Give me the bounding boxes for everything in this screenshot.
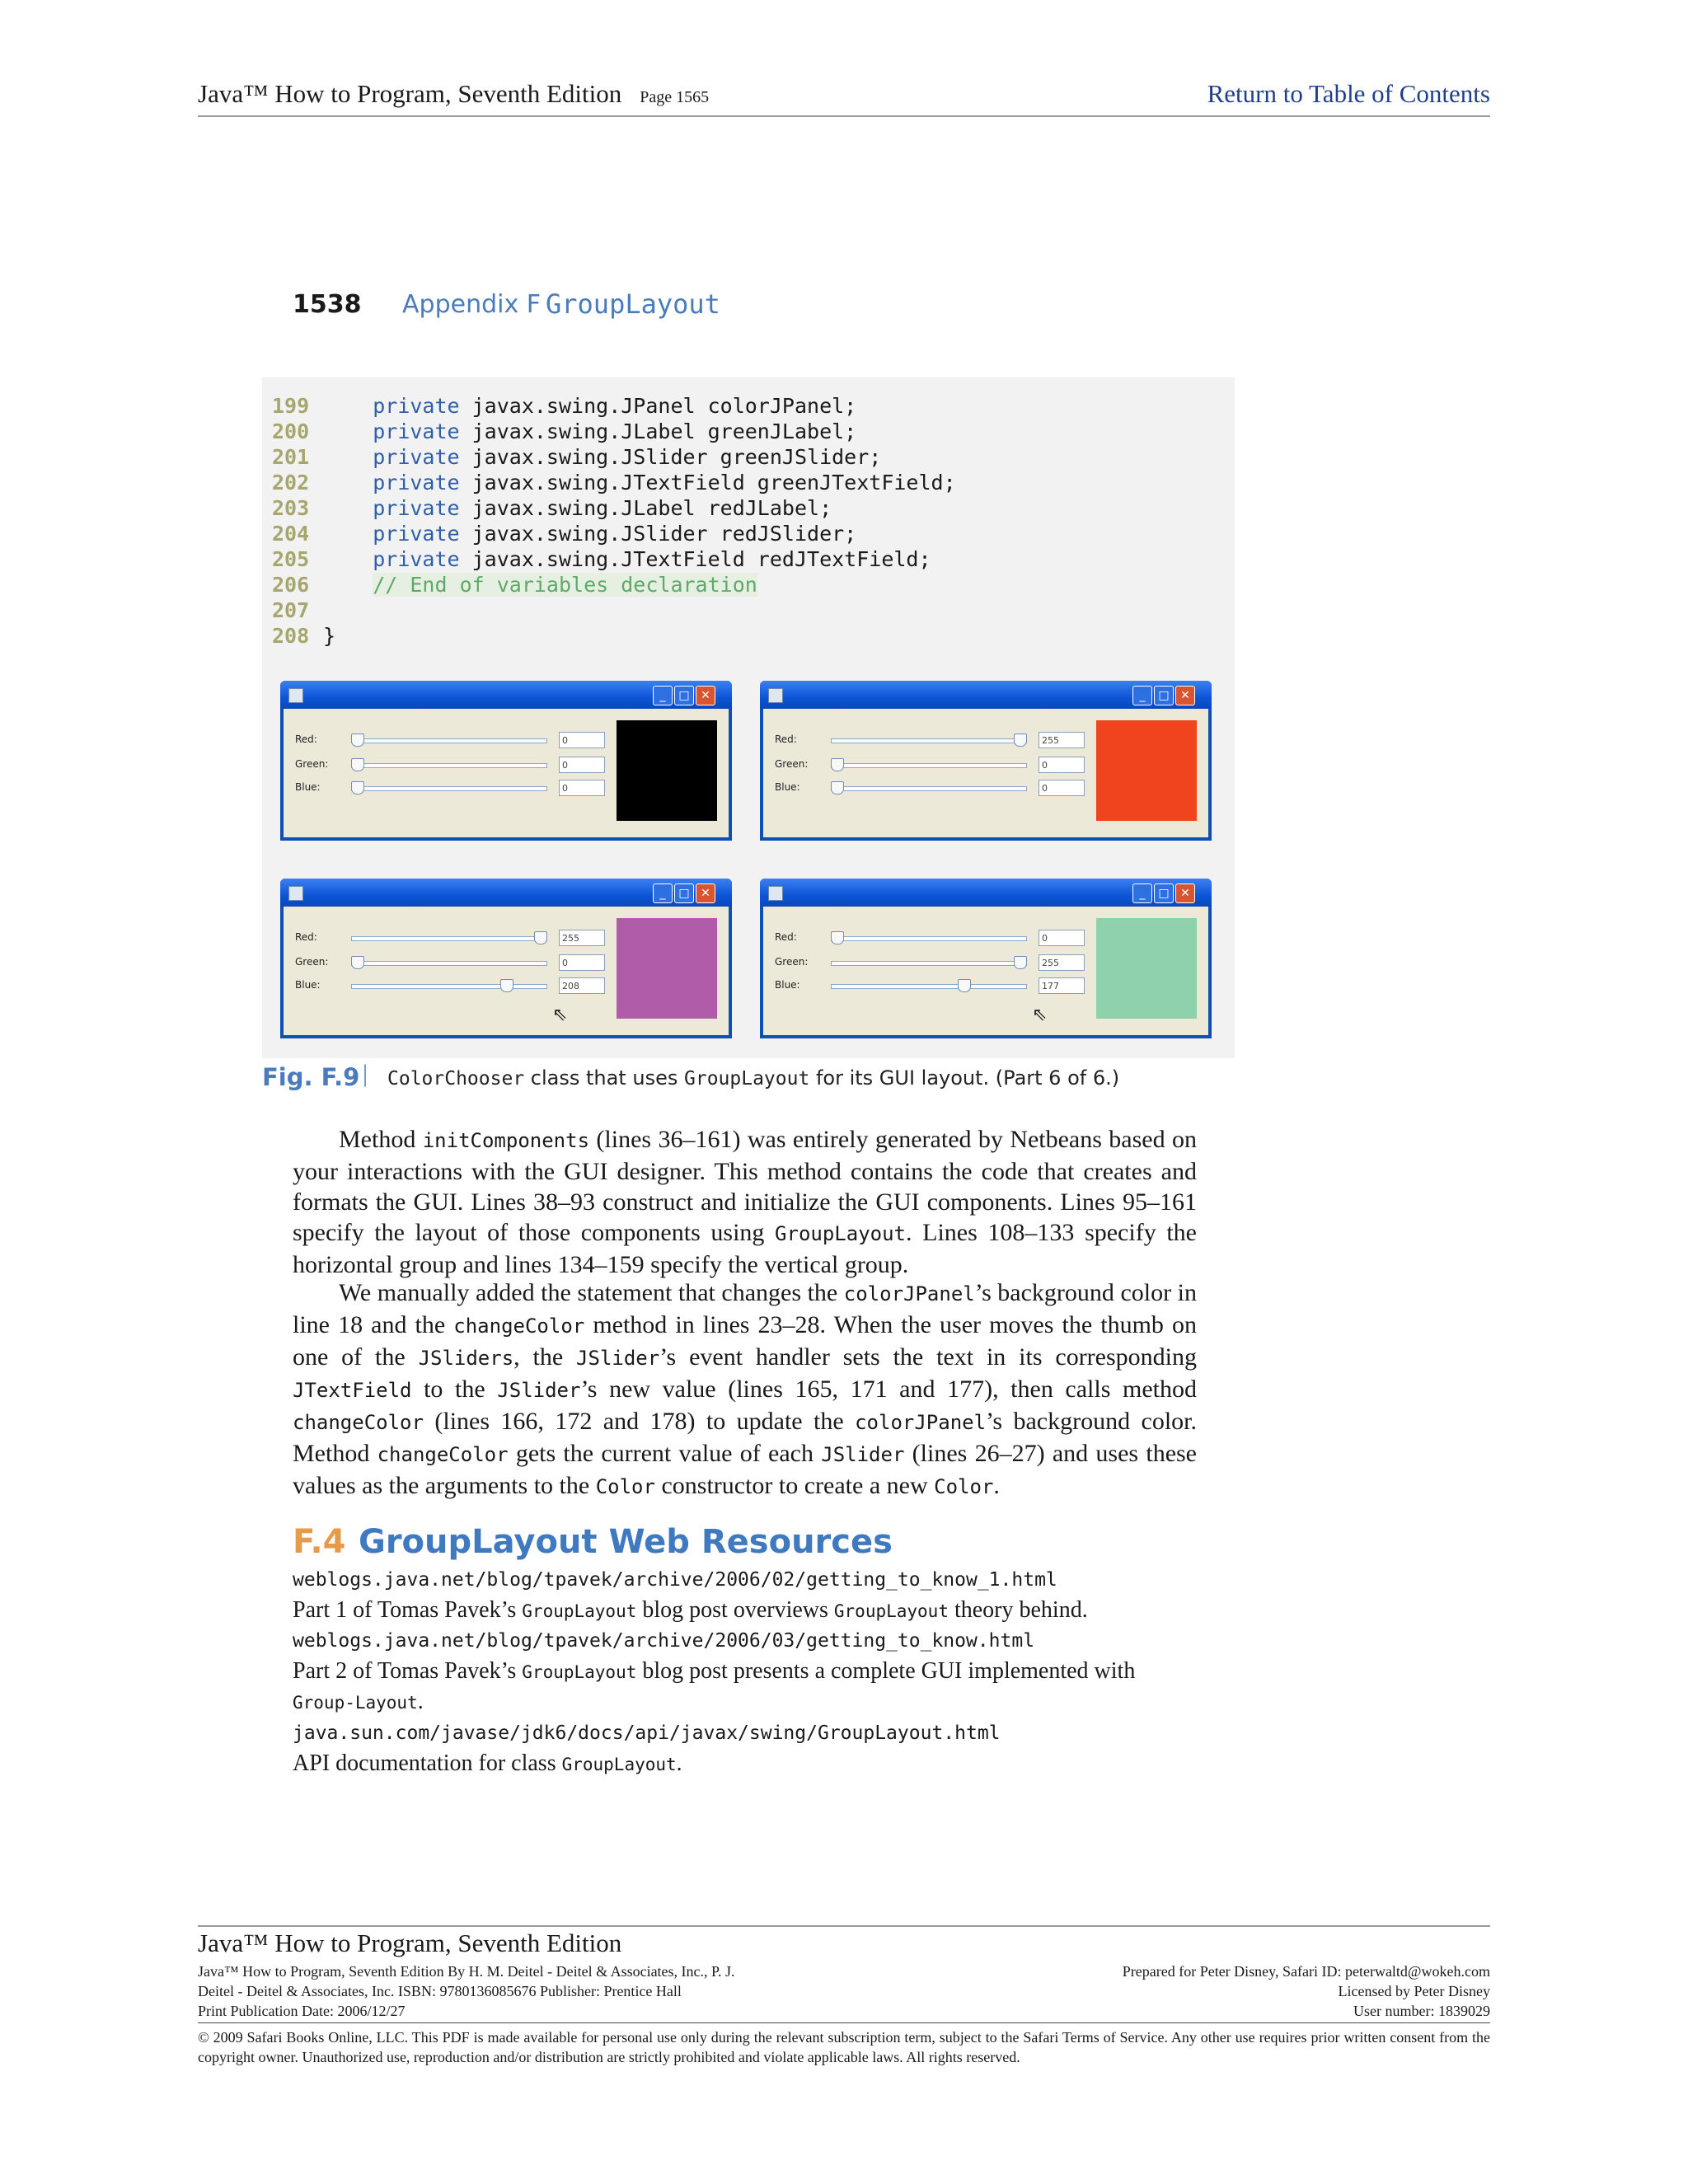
color-preview-panel bbox=[617, 720, 717, 821]
inline-code: GroupLayout bbox=[561, 1755, 677, 1774]
paragraph-initcomponents bbox=[293, 1124, 1197, 1280]
resource-description bbox=[293, 1749, 1199, 1779]
code-line bbox=[272, 522, 856, 547]
color-chooser-window bbox=[760, 681, 1212, 841]
color-chooser-window bbox=[280, 681, 732, 841]
slider-thumb[interactable] bbox=[351, 733, 364, 747]
code-line bbox=[272, 547, 931, 573]
code-keyword: private bbox=[373, 547, 460, 571]
code-line bbox=[272, 598, 323, 624]
inline-code: JSliders bbox=[418, 1347, 514, 1370]
footer-rule bbox=[198, 1925, 1490, 1927]
slider-label: Red: bbox=[775, 931, 797, 943]
minimize-icon[interactable]: _ bbox=[1132, 883, 1152, 903]
code-line bbox=[272, 394, 856, 419]
line-number: 207 bbox=[272, 598, 310, 622]
code-keyword: private bbox=[373, 496, 460, 520]
slider-thumb[interactable] bbox=[351, 758, 364, 771]
slider-label: Red: bbox=[295, 931, 317, 943]
slider-thumb[interactable] bbox=[958, 979, 971, 992]
inline-code: GroupLayout bbox=[833, 1601, 949, 1621]
slider-label: Green: bbox=[295, 758, 329, 770]
resource-description bbox=[293, 1657, 1199, 1718]
color-slider-track[interactable] bbox=[351, 961, 547, 966]
close-icon[interactable]: ✕ bbox=[1175, 686, 1195, 705]
color-slider-track[interactable] bbox=[351, 984, 547, 989]
minimize-icon[interactable]: _ bbox=[653, 686, 673, 705]
text: to the bbox=[411, 1376, 498, 1403]
window-titlebar[interactable] bbox=[280, 681, 732, 709]
inline-code: initComponents bbox=[422, 1129, 590, 1152]
line-number: 201 bbox=[272, 445, 310, 469]
text: ’s new value (lines 165, 171 and 177), then calls method bbox=[580, 1376, 1197, 1403]
footer-right-line: Licensed by Peter Disney bbox=[1338, 1983, 1490, 1999]
footer-right-line: Prepared for Peter Disney, Safari ID: peterwaltd@wokeh.com bbox=[1122, 1963, 1490, 1980]
paragraph-changecolor bbox=[293, 1277, 1197, 1502]
java-app-icon bbox=[768, 886, 783, 901]
section-title: GroupLayout Web Resources bbox=[359, 1523, 893, 1561]
text: API documentation for class bbox=[293, 1750, 562, 1776]
text: Part 1 of Tomas Pavek’s bbox=[293, 1597, 523, 1623]
minimize-icon[interactable]: _ bbox=[1132, 686, 1152, 705]
inline-code: GroupLayout bbox=[522, 1601, 637, 1621]
text: . bbox=[417, 1689, 424, 1714]
window-titlebar[interactable] bbox=[760, 879, 1212, 907]
header-book-title bbox=[198, 79, 709, 109]
window-content bbox=[284, 709, 729, 837]
slider-thumb[interactable] bbox=[1014, 733, 1027, 747]
mouse-cursor-icon: ⇖ bbox=[552, 1004, 568, 1024]
code-line bbox=[272, 496, 832, 522]
text: . Lines 108–133 specify the horizontal group and lines 134–159 specify the vertical group. bbox=[293, 1219, 1197, 1278]
slider-label: Blue: bbox=[775, 781, 800, 793]
value-text-field[interactable]: 0 bbox=[1039, 757, 1085, 773]
resource-url: java.sun.com/javase/jdk6/docs/api/javax/swing/GroupLayout.html bbox=[293, 1722, 1001, 1744]
code-text: javax.swing.JLabel redJLabel; bbox=[459, 496, 832, 520]
text: Part 2 of Tomas Pavek’s bbox=[293, 1658, 523, 1684]
inline-code: JSlider bbox=[576, 1347, 660, 1370]
color-slider-track[interactable] bbox=[351, 763, 547, 768]
value-text-field[interactable]: 208 bbox=[559, 977, 605, 994]
header-page-label: Page 1565 bbox=[640, 88, 710, 106]
caption-class-name: ColorChooser bbox=[387, 1068, 525, 1090]
inline-code: changeColor bbox=[377, 1443, 509, 1466]
value-text-field[interactable]: 177 bbox=[1039, 977, 1085, 994]
resource-url: weblogs.java.net/blog/tpavek/archive/2006/03/getting_to_know.html bbox=[293, 1630, 1035, 1652]
text: blog post overviews bbox=[636, 1597, 834, 1623]
text: ’s background color. Method bbox=[293, 1408, 1197, 1467]
footer-copyright: © 2009 Safari Books Online, LLC. This PDF is made available for personal use only during the relevant subscription term, subject to the Safari Terms of Service. Any other use requires prior written consent from the copyright owner. Unauthorized use, reproduction and/or distribution are strictly prohibited and violate applicable laws. All rights reserved. bbox=[198, 2029, 1490, 2065]
code-line bbox=[272, 419, 856, 445]
footer-right-line: User number: 1839029 bbox=[1353, 2003, 1490, 2019]
code-text: javax.swing.JSlider redJSlider; bbox=[459, 522, 857, 546]
line-number: 205 bbox=[272, 547, 310, 571]
value-text-field[interactable]: 255 bbox=[559, 930, 605, 946]
inline-code: colorJPanel bbox=[855, 1411, 987, 1434]
window-content bbox=[763, 709, 1208, 837]
code-comment: // End of variables declaration bbox=[373, 573, 757, 597]
inline-code: changeColor bbox=[293, 1411, 424, 1434]
resource-url: weblogs.java.net/blog/tpavek/archive/2006/02/getting_to_know_1.html bbox=[293, 1569, 1057, 1591]
inline-code: JTextField bbox=[293, 1379, 412, 1402]
text: ’s background color in line 18 and the bbox=[293, 1279, 1197, 1338]
caption-text: for its GUI layout. (Part 6 of 6.) bbox=[809, 1066, 1120, 1090]
slider-label: Red: bbox=[775, 733, 797, 745]
close-icon[interactable]: ✕ bbox=[1175, 883, 1195, 903]
line-number: 199 bbox=[272, 394, 310, 418]
maximize-icon[interactable]: □ bbox=[674, 883, 694, 903]
slider-label: Green: bbox=[775, 758, 809, 770]
inline-code: colorJPanel bbox=[843, 1282, 975, 1305]
maximize-icon[interactable]: □ bbox=[674, 686, 694, 705]
code-line bbox=[272, 573, 757, 598]
inline-code: GroupLayout bbox=[522, 1662, 637, 1682]
maximize-icon[interactable]: □ bbox=[1154, 686, 1174, 705]
inline-code: Color bbox=[934, 1475, 994, 1498]
text: Method bbox=[339, 1126, 423, 1153]
code-keyword: private bbox=[373, 419, 460, 443]
inline-code: JSlider bbox=[497, 1379, 581, 1402]
text: constructor to create a new bbox=[654, 1472, 935, 1499]
value-text-field[interactable]: 255 bbox=[1039, 732, 1085, 748]
code-text: javax.swing.JSlider greenJSlider; bbox=[459, 445, 882, 469]
close-icon[interactable]: ✕ bbox=[696, 686, 715, 705]
code-line bbox=[272, 445, 881, 471]
figure-caption bbox=[387, 1066, 1119, 1090]
maximize-icon[interactable]: □ bbox=[1154, 883, 1174, 903]
footer-book-title: Java™ How to Program, Seventh Edition bbox=[198, 1929, 622, 1957]
slider-thumb[interactable] bbox=[500, 979, 513, 992]
section-number: F.4 bbox=[293, 1523, 346, 1561]
code-line bbox=[272, 471, 956, 496]
color-slider-track[interactable] bbox=[831, 763, 1027, 768]
code-line bbox=[272, 624, 335, 649]
color-preview-panel bbox=[1096, 720, 1197, 821]
color-slider-track[interactable] bbox=[351, 936, 547, 941]
java-app-icon bbox=[768, 688, 783, 703]
window-titlebar[interactable] bbox=[760, 681, 1212, 709]
java-app-icon bbox=[288, 688, 303, 703]
text: . bbox=[676, 1750, 682, 1776]
text: (lines 36–161) was entirely generated by Netbeans based on your interactions with the GUI designer. This method contains the code that creates and formats the GUI. Lines 38–93 construct and initialize the GUI components. Lines 95–161 specify the layout of those components using bbox=[293, 1126, 1198, 1246]
code-keyword: private bbox=[373, 471, 460, 494]
text: gets the current value of each bbox=[508, 1440, 822, 1467]
window-content bbox=[284, 907, 729, 1035]
color-slider-track[interactable] bbox=[831, 984, 1027, 989]
footer-thin-rule bbox=[198, 2022, 1490, 2023]
slider-thumb[interactable] bbox=[534, 931, 547, 944]
code-text: } bbox=[323, 624, 336, 648]
slider-thumb[interactable] bbox=[351, 781, 364, 794]
value-text-field[interactable]: 0 bbox=[1039, 930, 1085, 946]
slider-thumb[interactable] bbox=[831, 781, 844, 794]
value-text-field[interactable]: 0 bbox=[1039, 780, 1085, 796]
text: . bbox=[993, 1472, 1000, 1499]
text: (lines 26–27) and uses these values as the arguments to the bbox=[293, 1440, 1198, 1499]
slider-label: Red: bbox=[295, 733, 317, 745]
window-content bbox=[763, 907, 1208, 1035]
text: method in lines 23–28. When the user moves the thumb on one of the bbox=[293, 1311, 1197, 1371]
inline-code: Group-Layout bbox=[293, 1693, 418, 1713]
color-slider-track[interactable] bbox=[351, 738, 547, 743]
inline-code: JSlider bbox=[821, 1443, 905, 1466]
line-number: 200 bbox=[272, 419, 310, 443]
java-app-icon bbox=[288, 886, 303, 901]
footer-left-line: Java™ How to Program, Seventh Edition By H. M. Deitel - Deitel & Associates, Inc., P. J. bbox=[198, 1963, 735, 1980]
color-slider-track[interactable] bbox=[351, 786, 547, 791]
color-slider-track[interactable] bbox=[831, 786, 1027, 791]
running-head-page-number: 1538 bbox=[293, 290, 362, 319]
line-number: 202 bbox=[272, 471, 310, 494]
code-text: javax.swing.JPanel colorJPanel; bbox=[459, 394, 857, 418]
return-to-toc-link[interactable]: Return to Table of Contents bbox=[1207, 79, 1490, 108]
caption-layout-name: GroupLayout bbox=[684, 1068, 810, 1090]
color-chooser-window bbox=[280, 879, 732, 1038]
code-keyword: private bbox=[373, 522, 460, 546]
text: (lines 166, 172 and 178) to update the bbox=[423, 1408, 856, 1435]
minimize-icon[interactable]: _ bbox=[653, 883, 673, 903]
inline-code: GroupLayout bbox=[775, 1222, 906, 1245]
color-slider-track[interactable] bbox=[831, 738, 1027, 743]
code-text: javax.swing.JTextField greenJTextField; bbox=[459, 471, 956, 494]
running-head-title: GroupLayout bbox=[546, 288, 720, 320]
color-slider-track[interactable] bbox=[831, 961, 1027, 966]
text: blog post presents a complete GUI implemented with bbox=[636, 1658, 1136, 1684]
slider-label: Blue: bbox=[295, 979, 321, 991]
resource-description bbox=[293, 1596, 1199, 1626]
slider-label: Blue: bbox=[295, 781, 321, 793]
line-number: 208 bbox=[272, 624, 310, 648]
footer-left-line: Print Publication Date: 2006/12/27 bbox=[198, 2003, 406, 2019]
window-titlebar[interactable] bbox=[280, 879, 732, 907]
slider-thumb[interactable] bbox=[351, 956, 364, 969]
inline-code: changeColor bbox=[453, 1315, 585, 1338]
value-text-field[interactable]: 0 bbox=[559, 732, 605, 748]
slider-label: Blue: bbox=[775, 979, 800, 991]
code-text: javax.swing.JTextField redJTextField; bbox=[459, 547, 931, 571]
value-text-field[interactable]: 255 bbox=[1039, 954, 1085, 971]
color-slider-track[interactable] bbox=[831, 936, 1027, 941]
text: theory behind. bbox=[948, 1597, 1088, 1623]
footer-left-line: Deitel - Deitel & Associates, Inc. ISBN: 9780136085676 Publisher: Prentice Hall bbox=[198, 1983, 682, 1999]
caption-separator: | bbox=[363, 1060, 368, 1087]
header-title-text: Java™ How to Program, Seventh Edition bbox=[198, 79, 622, 108]
slider-thumb[interactable] bbox=[1014, 956, 1027, 969]
running-head-appendix: Appendix F bbox=[402, 290, 542, 319]
line-number: 204 bbox=[272, 522, 310, 546]
line-number: 203 bbox=[272, 496, 310, 520]
figure-label: Fig. F.9 bbox=[262, 1063, 360, 1091]
header-rule bbox=[198, 115, 1490, 117]
slider-label: Green: bbox=[775, 956, 809, 968]
value-text-field[interactable]: 0 bbox=[559, 954, 605, 971]
caption-text: class that uses bbox=[524, 1066, 684, 1090]
text: ’s event handler sets the text in its corresponding bbox=[659, 1343, 1197, 1371]
line-number: 206 bbox=[272, 573, 310, 597]
color-preview-panel bbox=[617, 918, 717, 1019]
inline-code: Color bbox=[595, 1475, 655, 1498]
code-text: javax.swing.JLabel greenJLabel; bbox=[459, 419, 857, 443]
code-keyword: private bbox=[373, 445, 460, 469]
close-icon[interactable]: ✕ bbox=[696, 883, 715, 903]
slider-label: Green: bbox=[295, 956, 329, 968]
text: , the bbox=[513, 1343, 577, 1371]
code-keyword: private bbox=[373, 394, 460, 418]
color-chooser-window bbox=[760, 879, 1212, 1038]
mouse-cursor-icon: ⇖ bbox=[1032, 1004, 1048, 1024]
color-preview-panel bbox=[1096, 918, 1197, 1019]
text: We manually added the statement that changes the bbox=[339, 1279, 844, 1306]
slider-thumb[interactable] bbox=[831, 931, 844, 944]
slider-thumb[interactable] bbox=[831, 758, 844, 771]
value-text-field[interactable]: 0 bbox=[559, 780, 605, 796]
value-text-field[interactable]: 0 bbox=[559, 757, 605, 773]
